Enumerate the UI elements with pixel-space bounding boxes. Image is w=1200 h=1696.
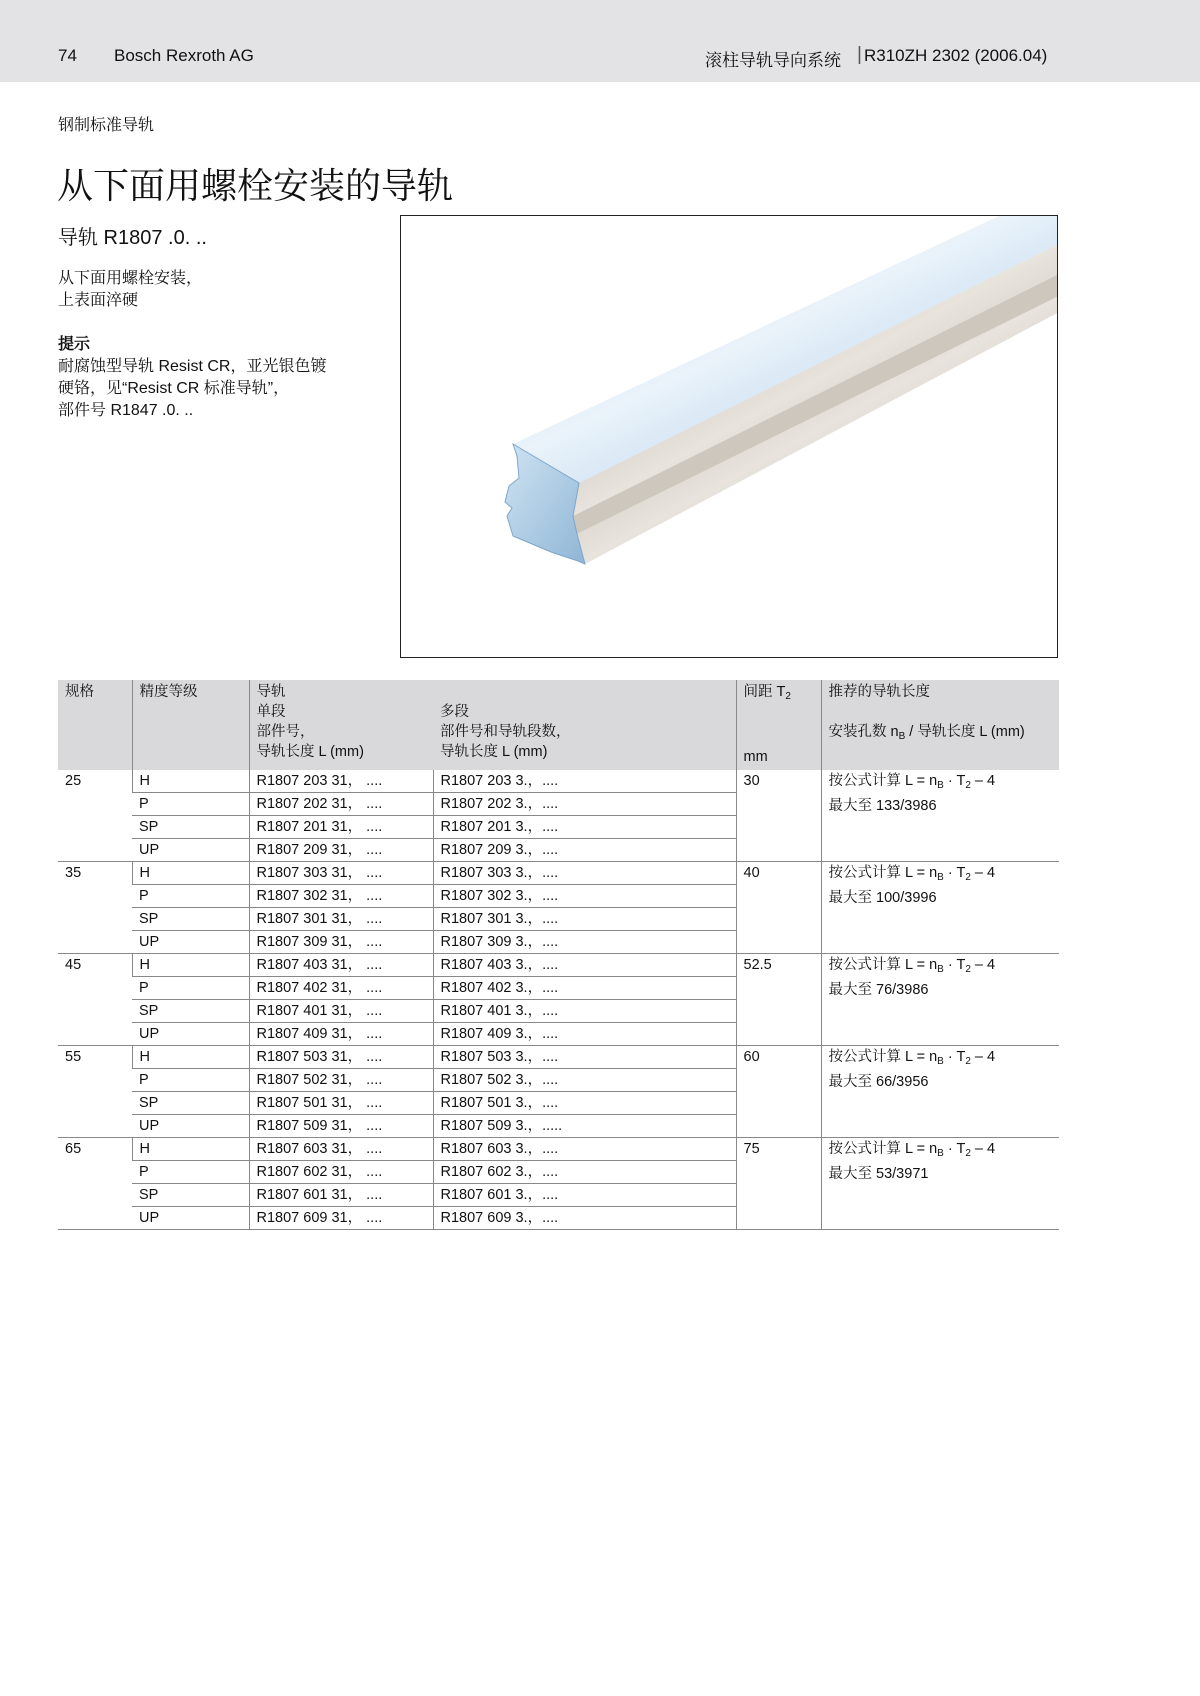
single-part-cell: R1807 602 31， .... [249, 1161, 433, 1184]
formula-line: 按公式计算 $L = n_B \cdot T_2 - 4$ [828, 1049, 996, 1067]
size-cell: 25 [58, 770, 132, 862]
header-single [249, 680, 433, 770]
multi-part-cell: R1807 201 3.，.... [433, 816, 736, 839]
size-cell: 65 [58, 1138, 132, 1230]
accuracy-cell: SP [132, 908, 249, 931]
single-part-cell: R1807 601 31， .... [249, 1184, 433, 1207]
table-row [58, 770, 1059, 793]
single-part-cell: R1807 503 31， .... [249, 1046, 433, 1069]
single-part-cell: R1807 509 31， .... [249, 1115, 433, 1138]
max-length-line: 最大至 100/3996 [828, 890, 937, 906]
accuracy-cell: UP [132, 1115, 249, 1138]
table-row [58, 1046, 1059, 1069]
multi-part-cell: R1807 303 3.，.... [433, 862, 736, 885]
multi-part-cell: R1807 209 3.，.... [433, 839, 736, 862]
description-line: 上表面淬硬 [58, 292, 139, 309]
spacing-cell: 52.5 [736, 954, 821, 1046]
note-line: 硬铬，见“Resist CR 标准导轨”， [58, 380, 290, 397]
section-label: 钢制标准导轨 [58, 115, 155, 134]
header-multi [433, 680, 736, 770]
spacing-cell: 40 [736, 862, 821, 954]
single-part-cell: R1807 401 31， .... [249, 1000, 433, 1023]
spacing-cell: 30 [736, 770, 821, 862]
single-part-cell: R1807 501 31， .... [249, 1092, 433, 1115]
page-number: 74 [58, 46, 77, 65]
single-part-cell: R1807 302 31， .... [249, 885, 433, 908]
single-part-cell: R1807 303 31， .... [249, 862, 433, 885]
formula-line: 按公式计算 $L = n_B \cdot T_2 - 4$ [828, 957, 996, 975]
header-spacing-unit: mm [743, 749, 768, 765]
note-line: 部件号 R1847 .0. .. [58, 402, 194, 419]
multi-part-cell: R1807 501 3.，.... [433, 1092, 736, 1115]
single-part-cell: R1807 201 31， .... [249, 816, 433, 839]
rail-render [401, 216, 1058, 658]
table-header-row [58, 680, 1059, 770]
max-length-line: 最大至 66/3956 [828, 1074, 929, 1090]
header-single-line: 导轨长度 L (mm) [256, 744, 364, 760]
single-part-cell: R1807 403 31， .... [249, 954, 433, 977]
note-line: 耐腐蚀型导轨 Resist CR，亚光银色镀 [58, 358, 327, 375]
header-rail: 导轨 [256, 684, 286, 700]
accuracy-cell: SP [132, 1184, 249, 1207]
multi-part-cell: R1807 203 3.，.... [433, 770, 736, 793]
accuracy-cell: SP [132, 816, 249, 839]
multi-part-cell: R1807 409 3.，.... [433, 1023, 736, 1046]
single-part-cell: R1807 609 31， .... [249, 1207, 433, 1230]
header-single-line: 部件号， [256, 724, 315, 740]
single-part-cell: R1807 409 31， .... [249, 1023, 433, 1046]
accuracy-cell: H [132, 1046, 249, 1069]
spacing-cell: 75 [736, 1138, 821, 1230]
accuracy-cell: H [132, 1138, 249, 1161]
multi-part-cell: R1807 309 3.，.... [433, 931, 736, 954]
multi-part-cell: R1807 403 3.，.... [433, 954, 736, 977]
max-length-line: 最大至 76/3986 [828, 982, 929, 998]
multi-part-cell: R1807 301 3.，.... [433, 908, 736, 931]
page-title: 从下面用螺栓安装的导轨 [57, 166, 454, 207]
max-length-line: 最大至 133/3986 [828, 798, 937, 814]
header-separator: | [857, 44, 862, 65]
accuracy-cell: UP [132, 1207, 249, 1230]
accuracy-cell: P [132, 1161, 249, 1184]
header-spacing: 间距 $T_2$ mm [736, 680, 821, 770]
formula-line: 按公式计算 $L = n_B \cdot T_2 - 4$ [828, 1141, 996, 1159]
doc-reference: R310ZH 2302 (2006.04) [864, 46, 1048, 65]
header-multi-label: 多段 [440, 704, 469, 720]
single-part-cell: R1807 202 31， .... [249, 793, 433, 816]
header-multi-line: 部件号和导轨段数， [440, 724, 571, 740]
accuracy-cell: SP [132, 1000, 249, 1023]
description [58, 268, 202, 312]
multi-part-cell: R1807 402 3.，.... [433, 977, 736, 1000]
recommended-cell [821, 770, 1059, 862]
table-row [58, 862, 1059, 885]
single-part-cell: R1807 402 31， .... [249, 977, 433, 1000]
multi-part-cell: R1807 609 3.，.... [433, 1207, 736, 1230]
multi-part-cell: R1807 603 3.，.... [433, 1138, 736, 1161]
single-part-cell: R1807 502 31， .... [249, 1069, 433, 1092]
spacing-cell: 60 [736, 1046, 821, 1138]
formula-line: 按公式计算 $L = n_B \cdot T_2 - 4$ [828, 865, 996, 883]
table-row [58, 954, 1059, 977]
recommended-cell [821, 1046, 1059, 1138]
company-name: Bosch Rexroth AG [114, 46, 254, 65]
header-recommended: 推荐的导轨长度 安装孔数 $n_B$ / 导轨长度 L (mm) [821, 680, 1059, 770]
formula-line: 按公式计算 $L = n_B \cdot T_2 - 4$ [828, 773, 996, 791]
single-part-cell: R1807 209 31， .... [249, 839, 433, 862]
recommended-cell [821, 954, 1059, 1046]
accuracy-cell: H [132, 862, 249, 885]
system-name: 滚柱导轨导向系统 [705, 51, 841, 70]
page-header [0, 0, 1200, 82]
size-cell: 35 [58, 862, 132, 954]
accuracy-cell: SP [132, 1092, 249, 1115]
table-row [58, 1138, 1059, 1161]
multi-part-cell: R1807 602 3.，.... [433, 1161, 736, 1184]
accuracy-cell: H [132, 954, 249, 977]
single-part-cell: R1807 301 31， .... [249, 908, 433, 931]
header-accuracy: 精度等级 [132, 680, 249, 770]
accuracy-cell: P [132, 885, 249, 908]
accuracy-cell: UP [132, 839, 249, 862]
header-single-label: 单段 [256, 704, 286, 720]
multi-part-cell: R1807 202 3.，.... [433, 793, 736, 816]
multi-part-cell: R1807 502 3.，.... [433, 1069, 736, 1092]
description-line: 从下面用螺栓安装， [58, 270, 203, 287]
recommended-cell [821, 1138, 1059, 1230]
rail-spec-table [58, 680, 1059, 1230]
multi-part-cell: R1807 601 3.，.... [433, 1184, 736, 1207]
accuracy-cell: UP [132, 931, 249, 954]
rail-image-frame [400, 215, 1058, 658]
rail-subtitle: 导轨 R1807 .0. .. [58, 227, 207, 249]
accuracy-cell: UP [132, 1023, 249, 1046]
note-title: 提示 [58, 336, 91, 353]
note [58, 334, 326, 422]
single-part-cell: R1807 603 31， .... [249, 1138, 433, 1161]
single-part-cell: R1807 309 31， .... [249, 931, 433, 954]
accuracy-cell: P [132, 1069, 249, 1092]
max-length-line: 最大至 53/3971 [828, 1166, 929, 1182]
rail-side-face [573, 244, 1058, 516]
multi-part-cell: R1807 302 3.，.... [433, 885, 736, 908]
header-size: 规格 [58, 680, 132, 770]
single-part-cell: R1807 203 31， .... [249, 770, 433, 793]
accuracy-cell: P [132, 977, 249, 1000]
size-cell: 55 [58, 1046, 132, 1138]
size-cell: 45 [58, 954, 132, 1046]
recommended-cell [821, 862, 1059, 954]
multi-part-cell: R1807 401 3.，.... [433, 1000, 736, 1023]
accuracy-cell: P [132, 793, 249, 816]
multi-part-cell: R1807 503 3.，.... [433, 1046, 736, 1069]
accuracy-cell: H [132, 770, 249, 793]
header-multi-line: 导轨长度 L (mm) [440, 744, 548, 760]
multi-part-cell: R1807 509 3.，..... [433, 1115, 736, 1138]
